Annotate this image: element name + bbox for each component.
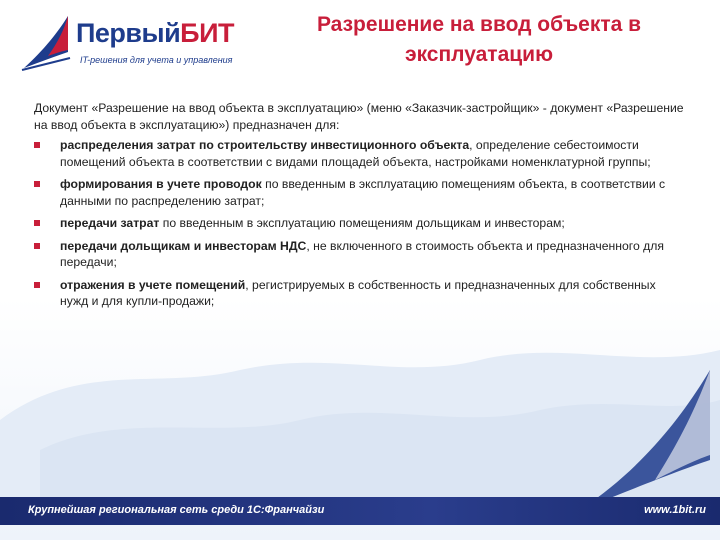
bullet-bold-text: распределения затрат по строительству инвестиционного объекта [60,138,470,152]
bullet-square-icon [34,282,40,288]
slide-title: Разрешение на ввод объекта в эксплуатацию [316,13,642,66]
intro-paragraph: Документ «Разрешение на ввод объекта в эксплуатацию» (меню «Заказчик-застройщик» - документ «Разрешение на ввод объекта в эксплуатацию») предназначен для: [34,101,684,132]
bullet-square-icon [34,181,40,187]
logo-sail-icon [18,12,74,72]
bullet-square-icon [34,142,40,148]
footer-bar [0,497,720,525]
sail-decoration [560,360,720,520]
bullet-square-icon [34,243,40,249]
list-item [34,277,684,310]
bullet-bold-text: передачи затрат [60,216,160,230]
footer-website-link[interactable]: www.1bit.ru [644,504,706,516]
bullet-text: , регистрируемых в собственность и предназначенных для собственных нужд и для купли-продажи; [60,277,656,308]
bullet-text: , не включенного в стоимость объекта и предназначенного для передачи; [60,238,664,269]
logo-tagline: IT-решения для учета и управления [80,55,233,65]
content-body [34,100,684,316]
bullet-list [34,137,684,310]
list-item [34,215,684,232]
logo-wordmark-part2: БИТ [180,18,234,48]
logo-wordmark [76,18,234,49]
bullet-text: по введенным в эксплуатацию помещениям дольщикам и инвесторам; [159,216,565,230]
brand-logo [18,12,238,74]
list-item [34,137,684,170]
bullet-square-icon [34,220,40,226]
bullet-bold-text: отражения в учете помещений [60,277,246,292]
bullet-bold-text: формирования в учете проводок [60,177,262,191]
bullet-text: , определение себестоимости помещений объекта в соответствии с видами площадей объекта, настройками номенклатурной группы; [60,138,651,169]
bullet-text: по введенным в эксплуатацию помещениям объекта, в соответствии с данными по распределению затрат; [60,177,666,208]
logo-wordmark-part1: Первый [76,18,181,48]
bullet-bold-text: передачи дольщикам и инвесторам НДС [60,238,307,253]
list-item [34,176,684,209]
footer-slogan: Крупнейшая региональная сеть среди 1С:Франчайзи [28,504,325,516]
list-item [34,238,684,271]
